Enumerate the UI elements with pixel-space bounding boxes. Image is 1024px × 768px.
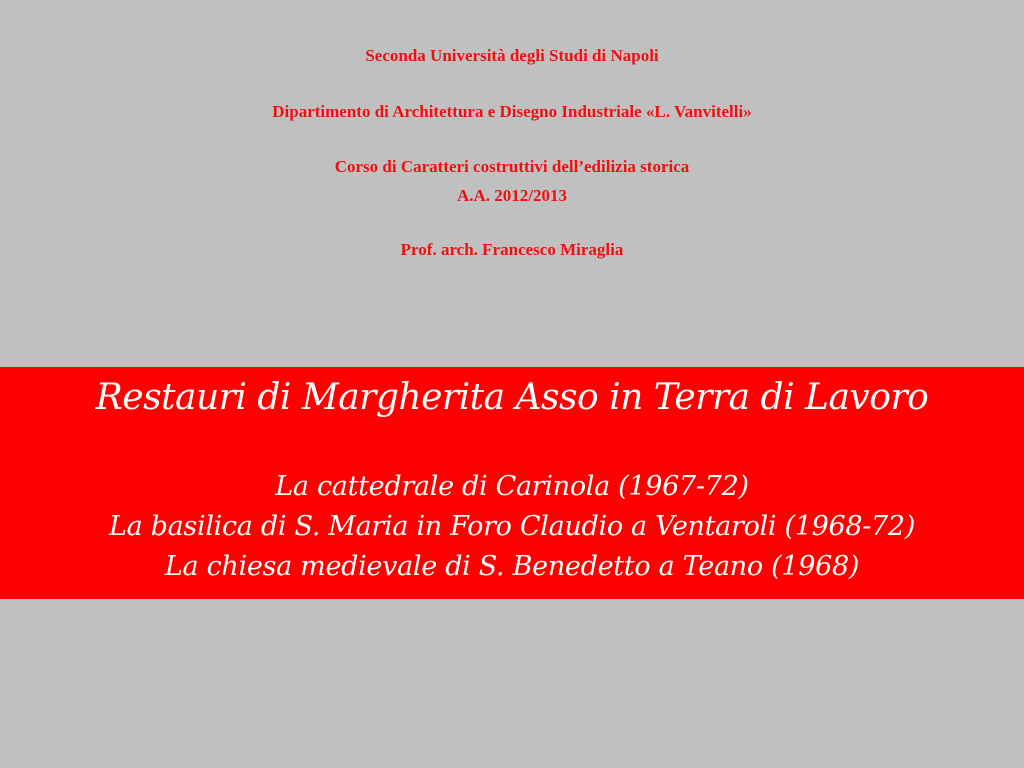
title-band: [0, 367, 1024, 599]
subtitle-carinola: La cattedrale di Carinola (1967-72): [275, 471, 749, 502]
presentation-title: Restauri di Margherita Asso in Terra di Lavoro: [95, 377, 929, 418]
course-name: Corso di Caratteri costruttivi dell’edilizia storica: [334, 157, 690, 176]
subtitle-teano: La chiesa medievale di S. Benedetto a Teano (1968): [164, 551, 860, 582]
subtitle-ventaroli: La basilica di S. Maria in Foro Claudio a Ventaroli (1968-72): [108, 511, 916, 542]
professor-name: Prof. arch. Francesco Miraglia: [400, 240, 624, 259]
department-name: Dipartimento di Architettura e Disegno Industriale «L. Vanvitelli»: [272, 102, 752, 121]
university-name: Seconda Università degli Studi di Napoli: [365, 46, 659, 65]
academic-year: A.A. 2012/2013: [456, 186, 568, 205]
